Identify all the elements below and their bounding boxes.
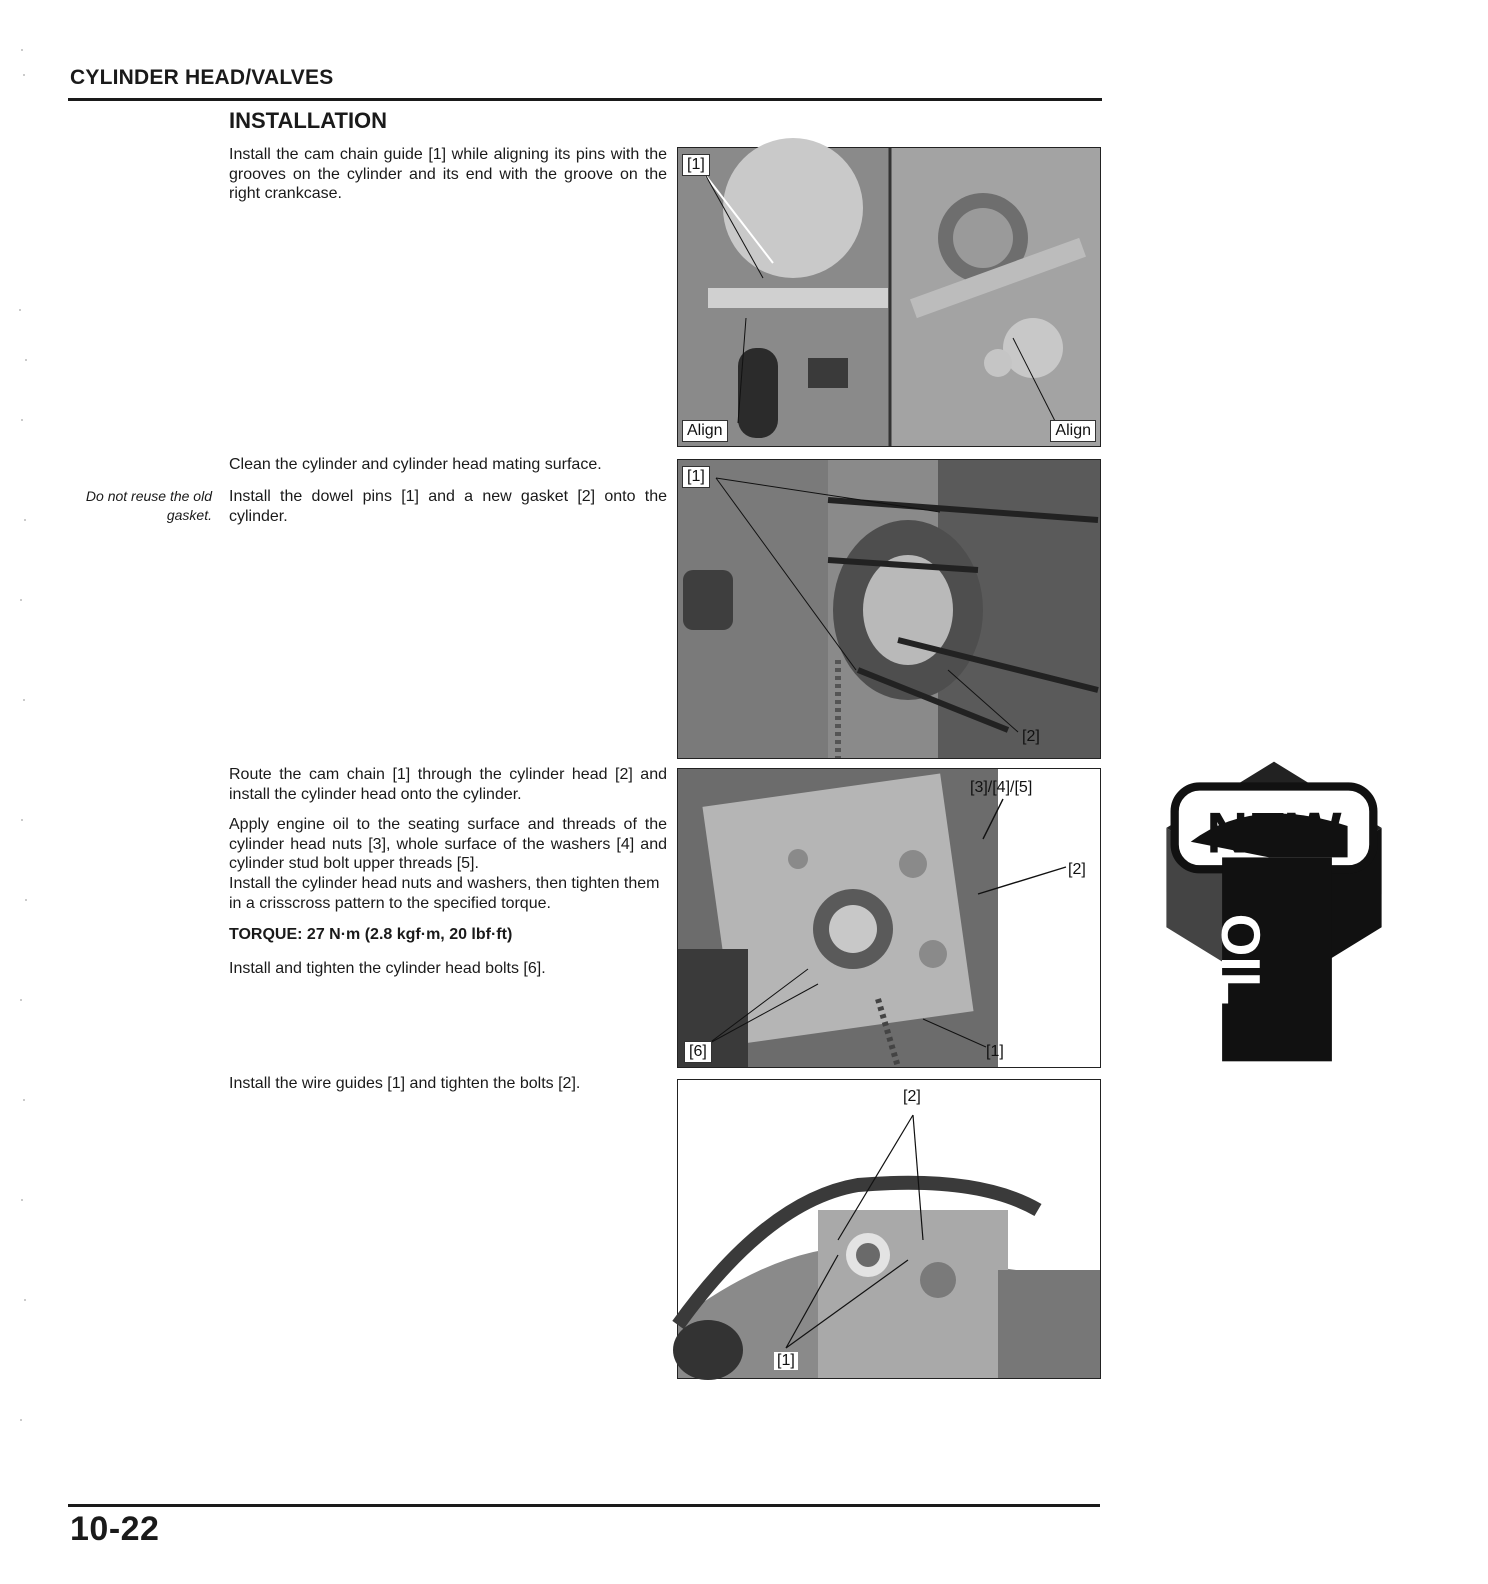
step-2-text: Clean the cylinder and cylinder head mating surface. (229, 456, 602, 473)
fig1-align-right: Align (1050, 420, 1096, 442)
fig3-label-3-4-5: [3]/[4]/[5] (970, 779, 1033, 796)
side-note-gasket: Do not reuse the old gasket. (85, 488, 212, 523)
fig3-label-2: [2] (1068, 861, 1086, 878)
figure-wire-guides (677, 1079, 1101, 1379)
step-7-text: Install the wire guides [1] and tighten the bolts [2]. (229, 1075, 581, 1092)
page-number: 10-22 (70, 1510, 160, 1548)
figure-cylinder-head-install (677, 768, 1273, 1068)
oil-badge-text: OIL (1210, 913, 1273, 1006)
torque-spec: TORQUE: 27 N·m (2.8 kgf·m, 20 lbf·ft) (229, 926, 513, 943)
figure-wire-guides-photo (678, 1080, 1100, 1378)
fig2-label-1: [1] (682, 466, 710, 488)
fig4-label-2: [2] (903, 1088, 921, 1105)
figure-cam-chain-guide (677, 147, 1101, 447)
step-5-text: Apply engine oil to the seating surface and threads of the cylinder head nuts [3], whole surface of the washers [4] and cylinder stud bolt upper threads [5]. (229, 816, 667, 872)
scan-margin-specks (0, 0, 40, 1584)
fig1-align-left: Align (682, 420, 728, 442)
oil-icon (1066, 779, 1488, 1077)
figure-cylinder-head-install-photo (678, 769, 1100, 1067)
step-4-text: Route the cam chain [1] through the cylinder head [2] and install the cylinder head onto the cylinder. (229, 766, 667, 803)
fig3-label-1: [1] (986, 1043, 1004, 1060)
figure-dowel-pins-gasket (677, 459, 1101, 759)
step-6-text: Install and tighten the cylinder head bolts [6]. (229, 960, 546, 977)
figure-cam-chain-guide-photo (678, 148, 1100, 446)
fig3-label-6: [6] (684, 1041, 712, 1063)
fig2-label-2: [2] (1022, 728, 1040, 745)
footer-rule (68, 1504, 1100, 1507)
section-title: INSTALLATION (229, 108, 388, 133)
fig1-label-1: [1] (682, 154, 710, 176)
header-rule (68, 98, 1102, 101)
step-3-text: Install the dowel pins [1] and a new gasket [2] onto the cylinder. (229, 488, 667, 525)
fig4-label-1: [1] (774, 1352, 798, 1370)
step-5-text-2: Install the cylinder head nuts and washers, then tighten them in a crisscross pattern to the specified torque. (229, 875, 660, 912)
figure-dowel-pins-gasket-photo (678, 460, 1100, 758)
chapter-title: CYLINDER HEAD/VALVES (70, 66, 334, 89)
step-1-text: Install the cam chain guide [1] while aligning its pins with the grooves on the cylinder and its end with the groove on the right crankcase. (229, 146, 667, 202)
